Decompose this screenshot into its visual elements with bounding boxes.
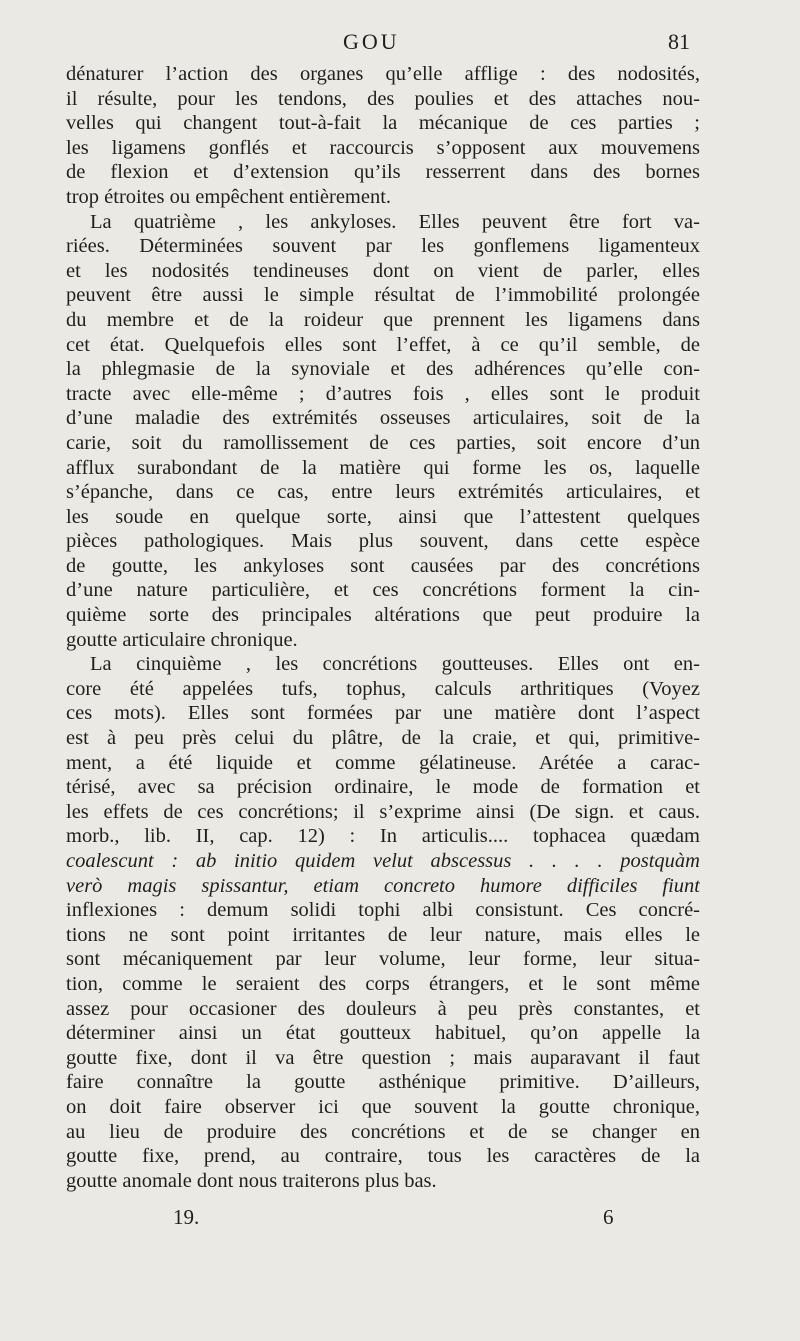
- text-line: velles qui changent tout-à-fait la mécanique de ces parties ;: [66, 112, 700, 135]
- text-line: dénaturer l’action des organes qu’elle afflige : des nodosités,: [66, 63, 700, 85]
- text-line: sont mécaniquement par leur volume, leur forme, leur situa-: [66, 948, 700, 971]
- text-line: afflux surabondant de la matière qui forme les os, laquelle: [66, 456, 700, 479]
- text-line: les ligamens gonflés et raccourcis s’opposent aux mouvemens: [66, 136, 700, 159]
- text-line: goutte fixe, dont il va être question ; mais auparavant il faut: [66, 1046, 700, 1069]
- text-line: les effets de ces concrétions; il s’exprime ainsi (De sign. et caus.: [66, 800, 700, 823]
- text-line: de goutte, les ankyloses sont causées par des concrétions: [66, 554, 700, 577]
- text-line: core été appelées tufs, tophus, calculs arthritiques (Voyez: [66, 677, 700, 700]
- text-line-latin: verò magis spissantur, etiam concreto humore difficiles fiunt: [66, 874, 700, 897]
- text-line: et les nodosités tendineuses dont on vient de parler, elles: [66, 259, 700, 282]
- text-line: est à peu près celui du plâtre, de la craie, et qui, primitive-: [66, 727, 700, 750]
- text-line: d’une nature particulière, et ces concrétions forment la cin-: [66, 579, 700, 602]
- text-line: il résulte, pour les tendons, des poulies et des attaches nou-: [66, 87, 700, 110]
- text-line: ment, a été liquide et comme gélatineuse. Arétée a carac-: [66, 751, 700, 774]
- text-line: cet état. Quelquefois elles sont l’effet, à ce qu’il semble, de: [66, 333, 700, 356]
- text-line: trop étroites ou empêchent entièrement.: [66, 185, 392, 208]
- running-title: GOU: [343, 29, 400, 54]
- text-line: les soude en quelque sorte, ainsi que l’attestent quelques: [66, 505, 700, 528]
- text-line: riées. Déterminées souvent par les gonflemens ligamenteux: [66, 235, 700, 258]
- text-line: pièces pathologiques. Mais plus souvent, dans cette espèce: [66, 530, 700, 553]
- text-line: la phlegmasie de la synoviale et des adhérences qu’elle con-: [66, 358, 700, 381]
- text-line: faire connaître la goutte asthénique primitive. D’ailleurs,: [66, 1071, 700, 1094]
- signature-mark: 6: [603, 1205, 614, 1229]
- body-text: [66, 62, 700, 1193]
- text-line: morb., lib. II, cap. 12) : In articulis.... tophacea quædam: [66, 825, 700, 848]
- page-number: 81: [668, 29, 690, 54]
- text-line: La cinquième , les concrétions goutteuses. Elles ont en-: [90, 653, 700, 676]
- text-line: inflexiones : demum solidi tophi albi consistunt. Ces concré-: [66, 899, 700, 922]
- text-line: d’une maladie des extrémités osseuses articulaires, soit de la: [66, 407, 700, 430]
- text-line: goutte fixe, prend, au contraire, tous les caractères de la: [66, 1145, 700, 1168]
- text-line: peuvent être aussi le simple résultat de l’immobilité prolongée: [66, 284, 700, 307]
- text-line: on doit faire observer ici que souvent la goutte chronique,: [66, 1095, 700, 1118]
- text-line: goutte anomale dont nous traiterons plus bas.: [66, 1169, 437, 1192]
- text-line: tions ne sont point irritantes de leur nature, mais elles le: [66, 923, 700, 946]
- text-line: du membre et de la roideur que prennent les ligamens dans: [66, 308, 700, 331]
- text-line: assez pour occasioner des douleurs à peu près constantes, et: [66, 997, 700, 1020]
- text-line: carie, soit du ramollissement de ces parties, soit encore d’un: [66, 431, 700, 454]
- text-line: déterminer ainsi un état goutteux habituel, qu’on appelle la: [66, 1022, 700, 1045]
- text-line: ces mots). Elles sont formées par une matière dont l’aspect: [66, 702, 700, 725]
- text-line: La quatrième , les ankyloses. Elles peuvent être fort va-: [90, 210, 700, 233]
- text-line: goutte articulaire chronique.: [66, 628, 298, 651]
- running-head: [0, 29, 800, 59]
- page-footer: [0, 1205, 800, 1235]
- text-line: de flexion et d’extension qu’ils resserrent dans des bornes: [66, 161, 700, 184]
- text-line-latin: coalescunt : ab initio quidem velut abscessus . . . . postquàm: [66, 850, 700, 872]
- text-line: térisé, avec sa précision ordinaire, le mode de formation et: [66, 776, 700, 799]
- text-line: tion, comme le seraient des corps étrangers, et le sont même: [66, 972, 700, 995]
- text-line: quième sorte des principales altérations que peut produire la: [66, 604, 700, 627]
- text-line: s’épanche, dans ce cas, entre leurs extrémités articulaires, et: [66, 481, 700, 504]
- text-line: au lieu de produire des concrétions et de se changer en: [66, 1120, 700, 1143]
- gathering-signature: 19.: [173, 1205, 200, 1229]
- text-line: tracte avec elle-même ; d’autres fois , elles sont le produit: [66, 382, 700, 405]
